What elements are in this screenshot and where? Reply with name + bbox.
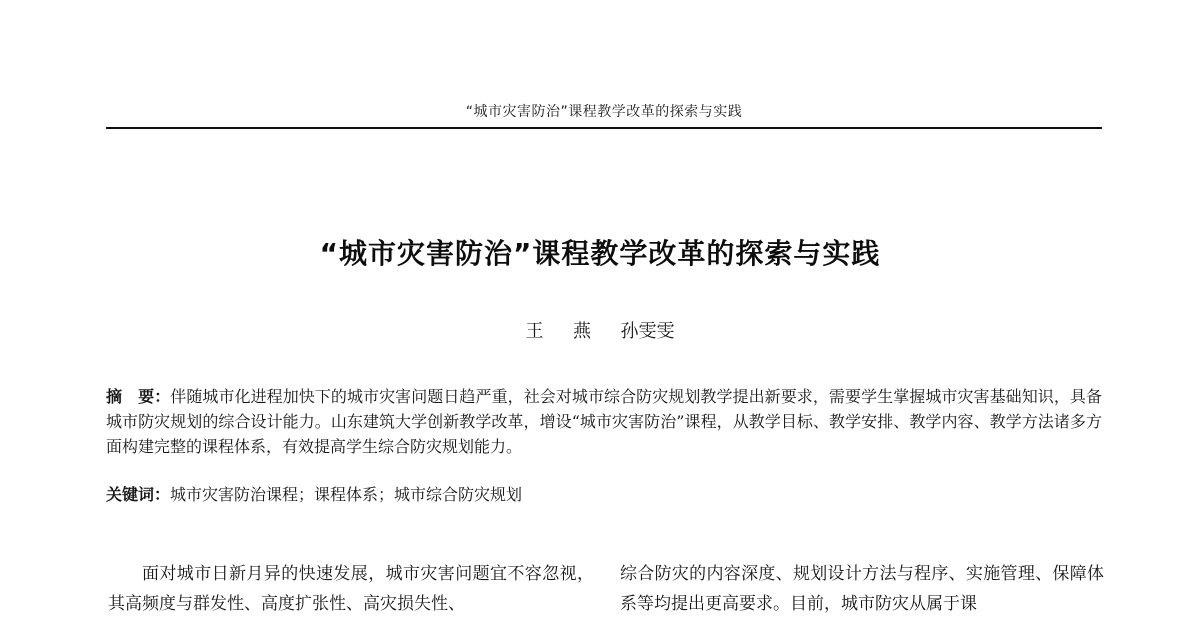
keywords-text: 城市灾害防治课程；课程体系；城市综合防灾规划 [170, 485, 523, 504]
author-list [0, 317, 1200, 343]
abstract-label: 摘 要： [106, 387, 171, 406]
abstract [106, 384, 1102, 459]
author-name: 王 [525, 321, 544, 342]
keywords-label: 关键词： [106, 485, 171, 504]
author-name: 孙雯雯 [620, 321, 675, 342]
paper-title: “城市灾害防治”课程教学改革的探索与实践 [319, 237, 881, 270]
abstract-text: 伴随城市化进程加快下的城市灾害问题日趋严重，社会对城市综合防灾规划教学提出新要求，需要学生掌握城市灾害基础知识，具备城市防灾规划的综合设计能力。山东建筑大学创新教学改革，增设“城市灾害防治”课程，从教学目标、教学安排、教学内容、教学方法诸多方面构建完整的课程体系，有效提高学生综合防灾规划能力。 [106, 387, 1102, 456]
keywords [106, 482, 1102, 507]
running-header: “城市灾害防治”课程教学改革的探索与实践 [465, 104, 743, 120]
header-rule [106, 127, 1102, 129]
body-left-column: 面对城市日新月异的快速发展，城市灾害问题宜不容忽视，其高频度与群发性、高度扩张性、高灾损失性、 [108, 564, 594, 614]
author-name: 燕 [573, 321, 591, 342]
body-right-column: 综合防灾的内容深度、规划设计方法与程序、实施管理、保障体系等均提出更高要求。目前，城市防灾从属于课 [620, 564, 1104, 614]
